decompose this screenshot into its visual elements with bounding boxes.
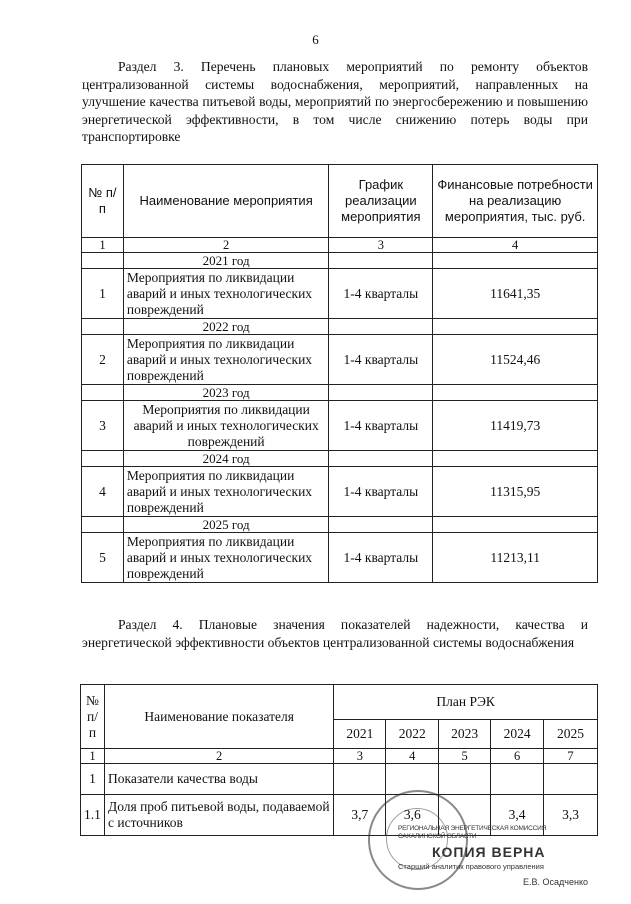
row-amount: 11213,11 [433,533,598,583]
year-label: 2025 год [123,517,329,533]
year-row [82,517,598,533]
column-number-row [81,749,598,764]
col-number: 2 [104,749,333,764]
row-name: Мероприятия по ликвидации аварий и иных технологических повреждений [123,335,329,385]
stamp-name: Е.В. Осадченко [523,877,588,887]
row-value: 3,4 [491,795,544,836]
column-number-row [82,238,598,253]
group-name: Показатели качества воды [104,764,333,795]
header-year: 2022 [386,720,439,749]
table-row [82,467,598,517]
col-number: 7 [544,749,598,764]
header-schedule: График реализации мероприятия [329,165,433,238]
row-amount: 11419,73 [433,401,598,451]
table-row [82,269,598,319]
indicators-table [80,684,598,836]
col-number: 4 [433,238,598,253]
stamp-position: Старший аналитик правового управления [398,862,544,871]
table-header-row [82,165,598,238]
col-number: 3 [334,749,386,764]
header-year: 2024 [491,720,544,749]
page-number: 6 [312,32,319,47]
row-value: 3,3 [544,795,598,836]
col-number: 1 [81,749,105,764]
row-num: 1 [82,269,124,319]
row-name: Мероприятия по ликвидации аварий и иных технологических повреждений [123,533,329,583]
copy-stamp [398,825,588,891]
year-row [82,319,598,335]
table-row [82,401,598,451]
header-name: Наименование мероприятия [123,165,329,238]
section-4-heading [82,616,588,651]
row-schedule: 1-4 кварталы [329,401,433,451]
row-amount: 11524,46 [433,335,598,385]
header-plan: План РЭК [334,685,598,720]
header-year: 2025 [544,720,598,749]
header-year: 2021 [334,720,386,749]
row-num: 1.1 [81,795,105,836]
year-row [82,451,598,467]
header-finance: Финансовые потребности на реализацию мероприятия, тыс. руб. [433,165,598,238]
row-num: 2 [82,335,124,385]
year-label: 2024 год [123,451,329,467]
row-name: Мероприятия по ликвидации аварий и иных технологических повреждений [123,269,329,319]
row-amount: 11641,35 [433,269,598,319]
measures-table [81,164,598,583]
row-name: Доля проб питьевой воды, подаваемой с источников [104,795,333,836]
row-amount: 11315,95 [433,467,598,517]
table-header-row [81,685,598,720]
group-num: 1 [81,764,105,795]
section-4-text: Раздел 4. Плановые значения показателей надежности, качества и энергетической эффективности объектов централизованной системы водоснабжения [82,617,588,650]
row-schedule: 1-4 кварталы [329,467,433,517]
col-number: 3 [329,238,433,253]
header-name: Наименование показателя [104,685,333,749]
year-label: 2021 год [123,253,329,269]
header-num: № п/п [82,165,124,238]
col-number: 4 [386,749,439,764]
row-name: Мероприятия по ликвидации аварий и иных технологических повреждений [123,401,329,451]
row-num: 5 [82,533,124,583]
year-label: 2022 год [123,319,329,335]
table-row [82,533,598,583]
year-row [82,253,598,269]
header-year: 2023 [439,720,491,749]
row-value: 3,6 [386,795,439,836]
year-label: 2023 год [123,385,329,401]
row-schedule: 1-4 кварталы [329,269,433,319]
table-row [82,335,598,385]
row-name: Мероприятия по ликвидации аварий и иных технологических повреждений [123,467,329,517]
col-number: 1 [82,238,124,253]
row-num: 3 [82,401,124,451]
stamp-copy-label: КОПИЯ ВЕРНА [432,844,546,860]
col-number: 6 [491,749,544,764]
year-row [82,385,598,401]
col-number: 2 [123,238,329,253]
group-row [81,764,598,795]
header-num: № п/ п [81,685,105,749]
row-num: 4 [82,467,124,517]
section-3-heading [82,58,588,146]
stamp-org: РЕГИОНАЛЬНАЯ ЭНЕРГЕТИЧЕСКАЯ КОМИССИЯ САХАЛИНСКОЙ ОБЛАСТИ [398,825,547,840]
row-schedule: 1-4 кварталы [329,335,433,385]
row-schedule: 1-4 кварталы [329,533,433,583]
row-value: 3,7 [334,795,386,836]
col-number: 5 [439,749,491,764]
section-3-text: Раздел 3. Перечень плановых мероприятий по ремонту объектов централизованной системы водоснабжения, мероприятий, направленных на улучшение качества питьевой воды, мероприятий по энергосбережению и повышению энергетической эффективности, в том числе снижению потерь воды при транспортировке [82,59,588,144]
